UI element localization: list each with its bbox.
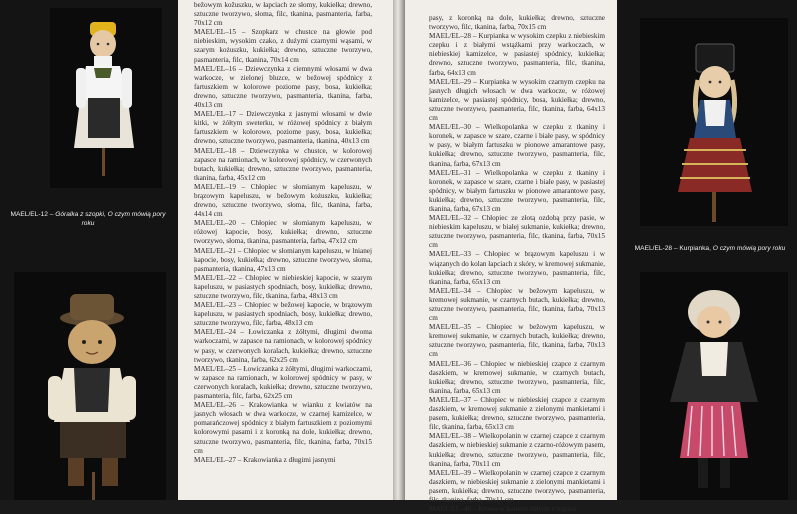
catalog-entry: MAEL/EL–40 – Krowa w kolorze żółtym z rogami [429,505,577,514]
catalog-entry: pasy, z koronką na dole, kukiełka; drewno, sztuczne tworzywo, filc, tkanina, farba, 70x15 cm [429,14,605,32]
catalog-entry: MAEL/EL–28 – Kurpianka w wysokim czepku z niebieskim czepku i z białymi wstążkami przy warkoczach, w niebieskiej kamizelce, w pasiastej spódnicy, kukiełka; drewno, sztuczne tworzywo, pasmanteria, filc, tkanina, farba, 64x13 cm [429,32,605,77]
catalog-entry: MAEL/EL–18 – Dziewczynka w chustce, w kolorowej zapasce na ramionach, w kolorowej spódnicy, w czerwonych butach, kukiełka; drewno, sztuczne tworzywo, pasmanteria, tkanina, farba, 45x12 cm [194,146,372,182]
caption-right-top [626,244,794,253]
catalog-entry: MAEL/EL–16 – Dziewczynka z ciemnymi włosami w dwa warkocze, w zielonej bluzce, w bežowej spódnicy z fartuszkiem w kolorowe poziome pasy, bosa, kukiełka; drewno, sztuczne tworzywo, pasmanteria, tkanina, farba, 40x13 cm [194,64,372,110]
right-text-column [405,0,617,514]
doll-boy-hat-image [14,272,166,500]
catalog-entry: MAEL/EL–26 – Krakowianka w wianku z kwiatów na jasnych włosach w dwa warkocze, w czarnej kamizelce, w pomarańczowej spódnicy z białym fartuszkiem z poziomymi kolorowymi pasami i z koronką na dole, kukiełka; drewno, sztuczne tworzywo, pasmanteria, filc, tkanina, farba, 70x15 cm [194,401,372,455]
caption-title: O czym mówią pory roku [712,245,786,252]
catalog-entry: MAEL/EL–29 – Kurpianka w wysokim czarnym czepku na jasnych długich włosach w dwa warkocze, w różowej kamizelce, w pasiastej spódnicy, bosa, kukiełka; drewno, sztuczne tworzywo, pasmanteria, filc, tkanina, farba, 64x13 cm [429,77,605,123]
catalog-entry: bežowym kožuszku, w łapciach ze słomy, kukiełka; drewno, sztuczne tworzywo, słoma, filc, tkanina, pasmanteria, farba, 70x12 cm [194,1,372,28]
doll-goralka-image [50,8,162,188]
catalog-entry: MAEL/EL–21 – Chłopiec w słomianym kapeluszu, w lnianej kapocie, bosy, kukiełka; drewno, sztuczne tworzywo, słoma, pasmanteria, tkanina, 47x13 cm [194,246,372,273]
photo-kurpianka [640,18,788,226]
catalog-entry: MAEL/EL–30 – Wielkopolanka w czepku z tkaniny i koronek, w zapasce w szare, czarne i białe pasy, w spódnicy w pasy, w białym fartuszku w pionowe amarantowe pasy, kukiełka; drewno, sztuczne tworzywo, pasmanteria, filc, tkanina, farba, 67x13 cm [429,123,605,168]
catalog-entry: MAEL/EL–34 – Chłopiec w bežowym kapeluszu, w kremowej sukmanie, w czarnych butach, kukiełka; drewno, sztuczne tworzywo, pasmanteria, filc, tkanina, farba, 70x13 cm [429,286,605,323]
photo-goralka [50,8,162,188]
doll-kurpianka-image [640,18,788,226]
photo-girl-cape [640,272,788,500]
caption-title: Góralka z szopki, O czym mówią pory roku [55,211,166,227]
catalog-entry: MAEL/EL–38 – Wielkopolanin w czarnej czapce z czarnym daszkiem, w niebieskiej sukmanie z czarno-różowym pasem, kukiełka; drewno, sztuczne tworzywo, pasmanteria, filc, tkanina, farba, 70x11 cm [429,432,605,468]
photo-boy [14,272,166,500]
doll-girl-cape-image [640,272,788,500]
catalog-entry: MAEL/EL–23 – Chłopiec w bežowej kapocie, w brązowym kapeluszu, w pasiastych spodniach, bosy, kukiełka; drewno, sztuczne tworzywo, filc, farba, 48x13 cm [194,301,372,328]
catalog-entry: MAEL/EL–36 – Chłopiec w niebieskiej czapce z czarnym daszkiem, w kremowej sukmanie, w czarnych butach, kukiełka; drewno, sztuczne tworzywo, pasmanteria, filc, tkanina, farba, 65x13 cm [429,359,605,395]
catalog-entry: MAEL/EL–32 – Chłopiec ze złotą ozdobą przy pasie, w niebieskim kapeluszu, w białej sukmanie, kukiełka; drewno, sztuczne tworzywo, pasmanteria, filc, tkanina, farba, 70x15 cm [429,214,605,250]
catalog-entry: MAEL/EL–27 – Krakowianka z długimi jasnymi [194,455,336,464]
catalog-entry: MAEL/EL–31 – Wielkopolanka w czepku z tkaniny i koronek, w zapasce w szare, czarne i białe pasy, w pasiastej spódnicy, w białym fartuszku w pionowe amarantowe pasy, kukiełka; drewno, sztuczne tworzywo, pasmanteria, filc, tkanina, farba, 67x13 cm [429,168,605,213]
caption-left-top [8,210,168,228]
caption-code: MAEL/EL-12 – [10,211,56,218]
catalog-entry: MAEL/EL–19 – Chłopiec w słomianym kapeluszu, w brązowym kapeluszu, w bežowym kożuszku, kukiełka; drewno, sztuczne tworzywo, słoma, filc, tkanina, farba, 44x14 cm [194,182,372,219]
catalog-entry: MAEL/EL–25 – Łowiczanka z żółtymi, długimi warkoczami, w zapasce na ramionach, w kolorowej spódnicy w pasy, w czerwonych koralach, kukiełka; drewno, sztuczne tworzywo, pasmanteria, filc, farba, 62x25 cm [194,364,372,401]
catalog-entry: MAEL/EL–15 – Szopkarz w chustce na głowie pod niebieskim, wysokim czako, z dużymi czarnymi wąsami, w szarym kożuszku, kukiełka; drewno, sztuczne tworzywo, pasmanteria, filc, tkanina, 70x14 cm [194,28,372,64]
catalog-entry: MAEL/EL–35 – Chłopiec w bežowym kapeluszu, w kremowej sukmanie, w czarnych butach, kukiełka; drewno, sztuczne tworzywo, pasmanteria, filc, tkanina, farba, 70x13 cm [429,323,605,359]
catalog-entry: MAEL/EL–33 – Chłopiec w brązowym kapeluszu i w wiązanych do kolan łapciach z skóry, w kremowej sukmanie, kukiełka; drewno, sztuczne tworzywo, pasmanteria, filc, tkanina, farba, 65x13 cm [429,250,605,286]
catalog-entry: MAEL/EL–37 – Chłopiec w niebieskiej czapce z czarnym daszkiem, w kremowej sukmanie z zielonymi mankietami i pasem, kukiełka; drewno, sztuczne tworzywo, pasmanteria, filc, tkanina, farba, 65x13 cm [429,395,605,432]
caption-code: MAEL/EL-28 – Kurpianka, [634,245,713,252]
catalog-entry: MAEL/EL–20 – Chłopiec w słomianym kapeluszu, w różowej kapocie, bosy, kukiełka; drewno, sztuczne tworzywo, słoma, tkanina, pasmanteria, farba, 47x12 cm [194,219,372,246]
catalog-entry: MAEL/EL–39 – Wielkopolanin w czarnej czapce z czarnym daszkiem, w niebieskiej sukmanie z zielonymi mankietami i pasem, kukiełka; drewno, sztuczne tworzywo, pasmanteria, filc, tkanina, farba, 70x11 cm [429,468,605,504]
catalog-entry: MAEL/EL–22 – Chłopiec w niebieskiej kapocie, w szarym kapeluszu, w pasiastych spodniach, bosy, kukiełka; drewno, sztuczne tworzywo, filc, tkanina, farba, 48x13 cm [194,273,372,300]
catalog-entry: MAEL/EL–24 – Łowiczanka z żółtymi, długimi dwoma warkoczami, w zapasce na ramionach, w kolorowej spódnicy w pasy, w czerwonych koralach, kukiełka; drewno, sztuczne tworzywo, tkanina, farba, 62x25 cm [194,328,372,364]
book-gutter [393,0,405,500]
left-text-column [178,0,398,500]
catalog-entry: MAEL/EL–17 – Dziewczynka z jasnymi włosami w dwie kitki, w żółtym sweterku, w różowej spódnicy z białym fartuszkiem w kolorowe, poziome pasy, bosa, kukiełka; drewno, sztuczne tworzywo, pasmanteria, tkanina, 40x13 cm [194,110,372,146]
